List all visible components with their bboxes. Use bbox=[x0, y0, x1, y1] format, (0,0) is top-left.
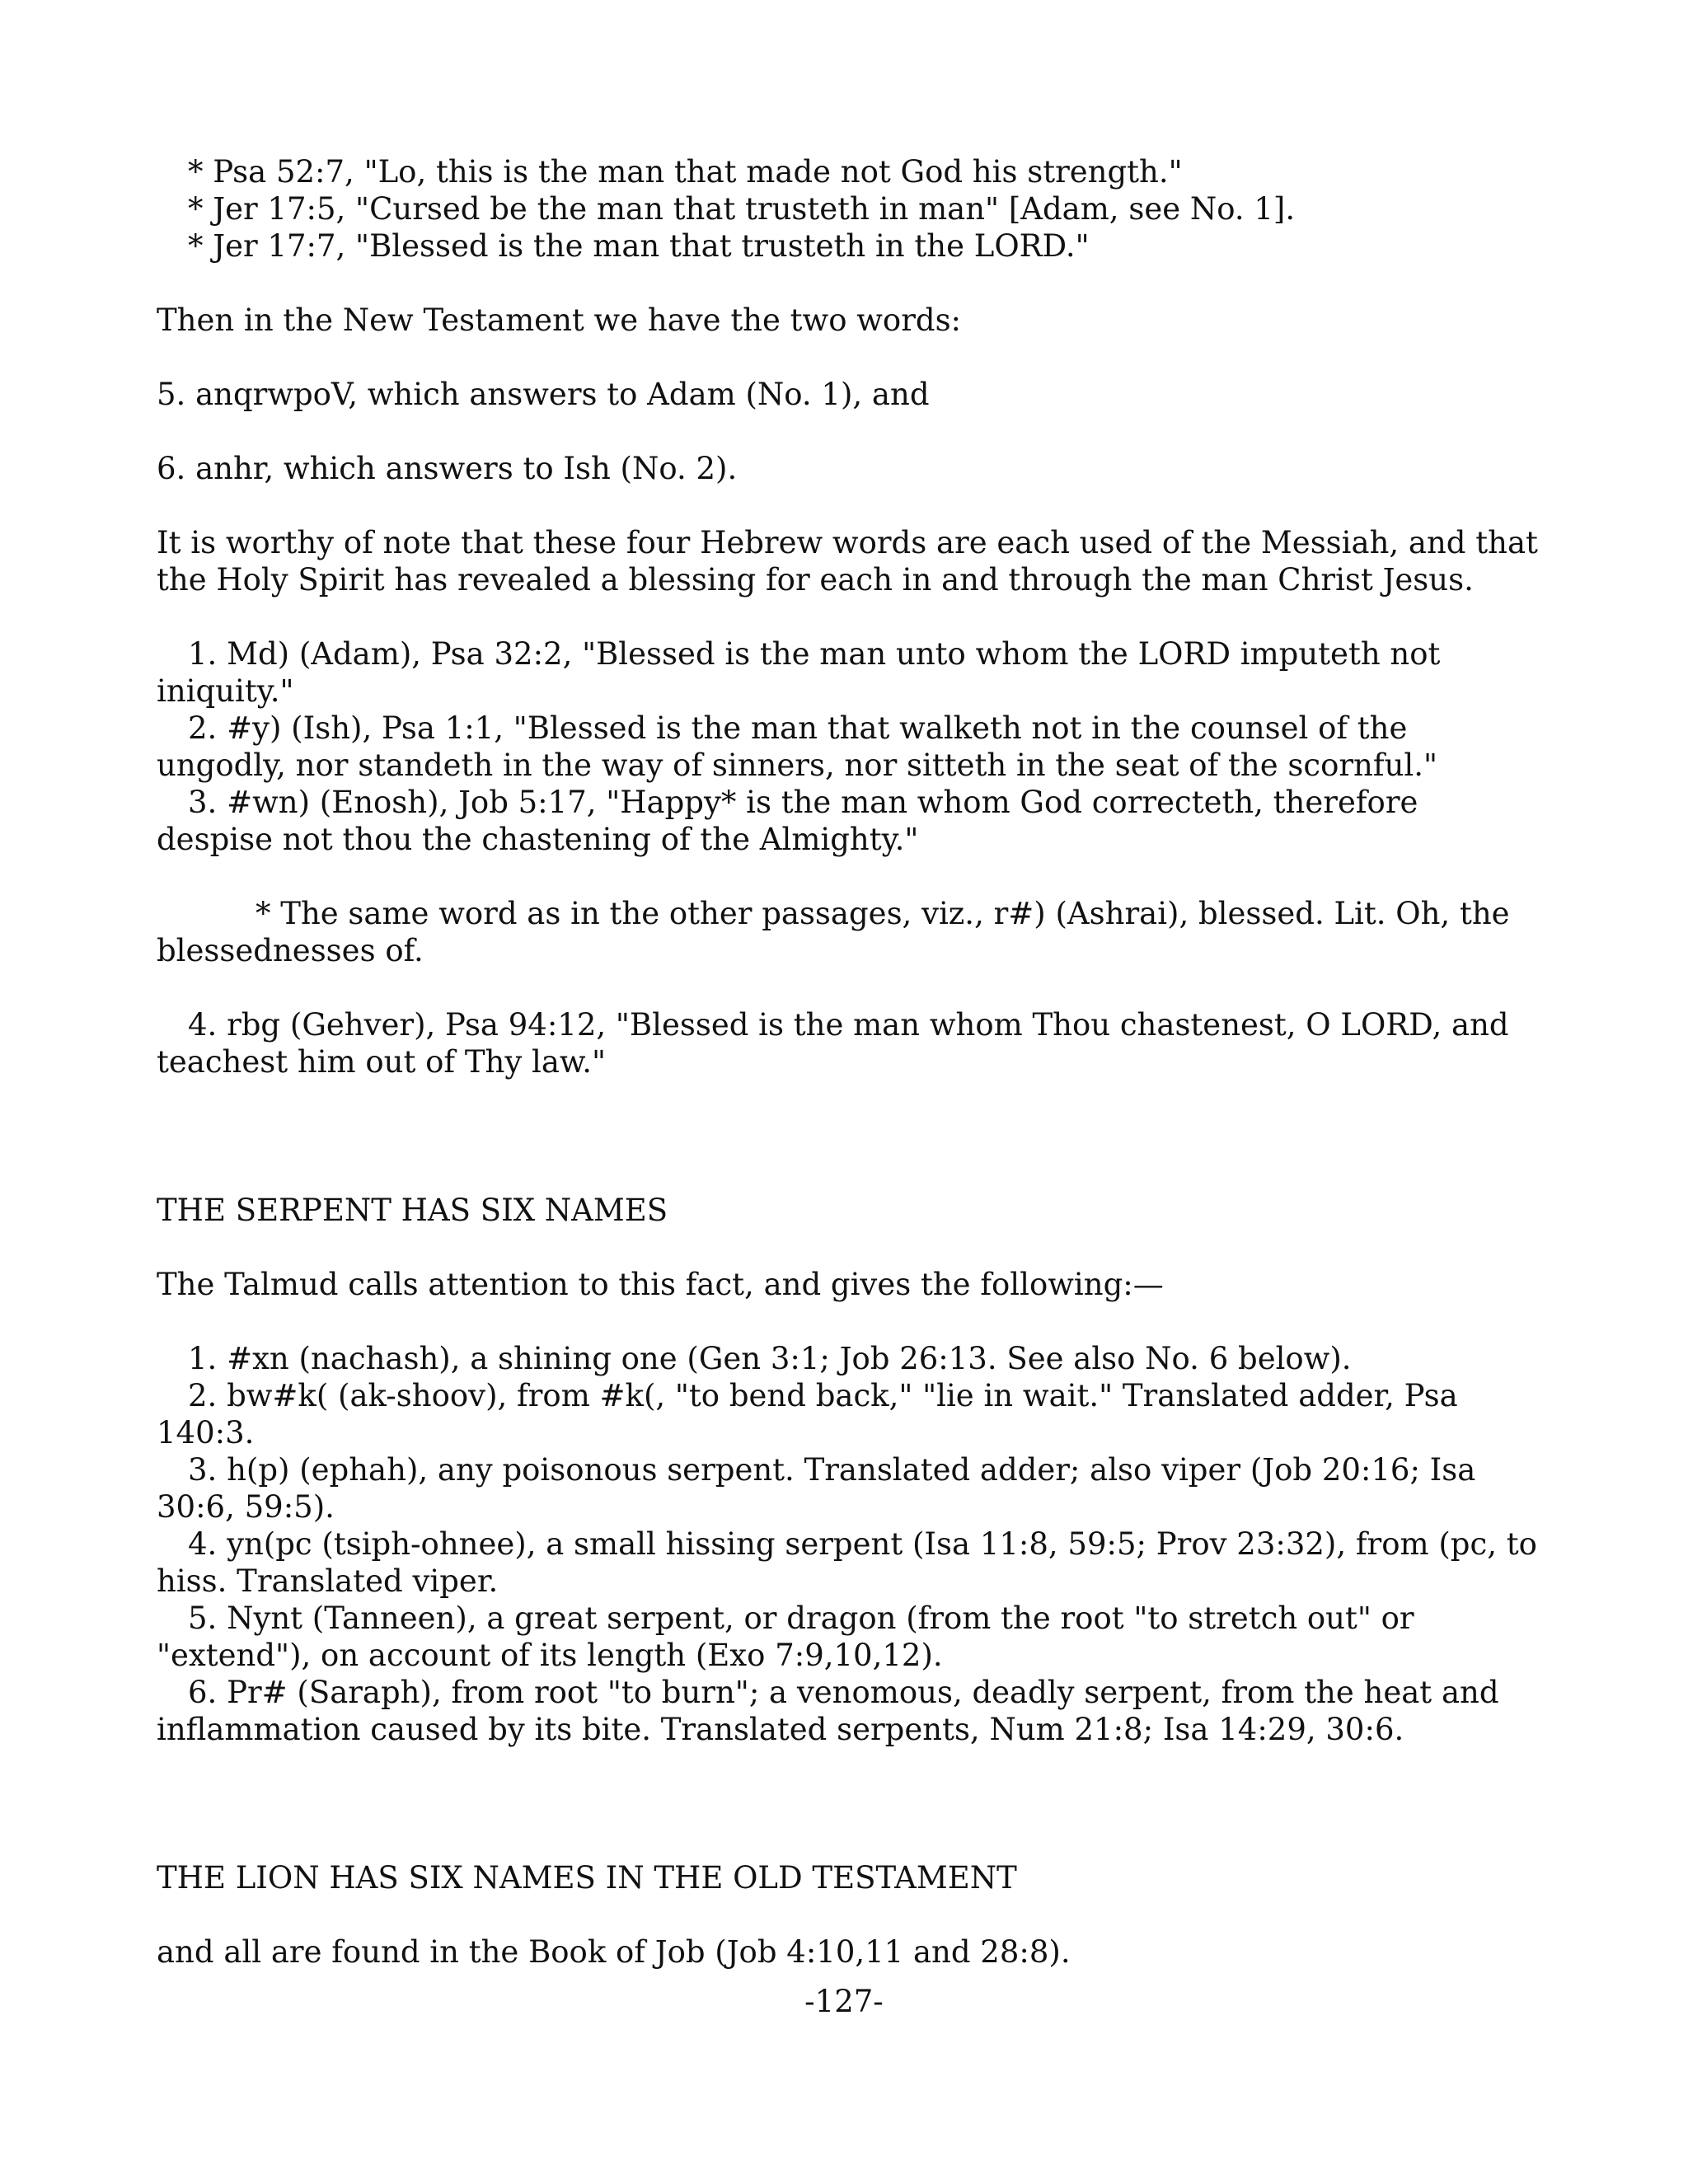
note-paragraph: It is worthy of note that these four Hebrew words are each used of the Messiah, and that the Holy Spirit has revealed a blessing for each in and through the man Christ Jesus. bbox=[157, 525, 1538, 598]
serpent-item-4: 4. yn(pc (tsiph-ohnee), a small hissing serpent (Isa 11:8, 59:5; Prov 23:32), from (pc, to hiss. Translated viper. bbox=[157, 1526, 1537, 1599]
serpent-item-3: 3. h(p) (ephah), any poisonous serpent. Translated adder; also viper (Job 20:16; Isa 30:6, 59:5). bbox=[157, 1452, 1476, 1525]
quote-jer-17-7: * Jer 17:7, "Blessed is the man that trusteth in the LORD." bbox=[188, 228, 1090, 264]
section-gap bbox=[157, 1080, 1541, 1192]
serpent-item-2: 2. bw#k( (ak-shoov), from #k(, "to bend back," "lie in wait." Translated adder, Psa 140:3. bbox=[157, 1378, 1458, 1451]
page-number: -127- bbox=[804, 1984, 884, 2019]
quote-psa-52-7: * Psa 52:7, "Lo, this is the man that made not God his strength." bbox=[188, 154, 1183, 190]
serpent-item-6: 6. Pr# (Saraph), from root "to burn"; a venomous, deadly serpent, from the heat and inflammation caused by its bite. Translated serpents, Num 21:8; Isa 14:29, 30:6. bbox=[157, 1675, 1499, 1747]
lion-intro: and all are found in the Book of Job (Job 4:10,11 and 28:8). bbox=[157, 1934, 1071, 1970]
section-gap bbox=[157, 1748, 1541, 1859]
messiah-list bbox=[157, 635, 1541, 858]
serpent-intro: The Talmud calls attention to this fact, and gives the following:— bbox=[157, 1267, 1164, 1302]
nt-intro: Then in the New Testament we have the two words: bbox=[157, 302, 962, 338]
lion-heading: THE LION HAS SIX NAMES IN THE OLD TESTAMENT bbox=[157, 1860, 1017, 1896]
quote-list bbox=[157, 153, 1541, 265]
messiah-item-3: 3. #wn) (Enosh), Job 5:17, "Happy* is the man whom God correcteth, therefore despise not thou the chastening of the Almighty." bbox=[157, 785, 1418, 857]
serpent-item-1: 1. #xn (nachash), a shining one (Gen 3:1; Job 26:13. See also No. 6 below). bbox=[188, 1341, 1352, 1376]
messiah-item-2: 2. #y) (Ish), Psa 1:1, "Blessed is the man that walketh not in the counsel of the ungodly, nor standeth in the way of sinners, nor sitteth in the seat of the scornful." bbox=[157, 710, 1438, 783]
nt-word-5: 5. anqrwpoV, which answers to Adam (No. 1), and bbox=[157, 377, 930, 412]
footnote: * The same word as in the other passages, viz., r#) (Ashrai), blessed. Lit. Oh, the blessednesses of. bbox=[157, 896, 1510, 968]
messiah-item-4: 4. rbg (Gehver), Psa 94:12, "Blessed is the man whom Thou chastenest, O LORD, and teachest him out of Thy law." bbox=[157, 1007, 1509, 1080]
messiah-item-1: 1. Md) (Adam), Psa 32:2, "Blessed is the man unto whom the LORD imputeth not iniquity." bbox=[157, 636, 1441, 709]
serpent-item-5: 5. Nynt (Tanneen), a great serpent, or dragon (from the root "to stretch out" or "extend"), on account of its length (Exo 7:9,10,12). bbox=[157, 1601, 1414, 1673]
serpent-heading: THE SERPENT HAS SIX NAMES bbox=[157, 1193, 668, 1228]
quote-jer-17-5: * Jer 17:5, "Cursed be the man that trusteth in man" [Adam, see No. 1]. bbox=[188, 191, 1296, 227]
serpent-list bbox=[157, 1340, 1541, 1748]
nt-word-6: 6. anhr, which answers to Ish (No. 2). bbox=[157, 451, 738, 486]
page-body bbox=[157, 153, 1541, 2008]
